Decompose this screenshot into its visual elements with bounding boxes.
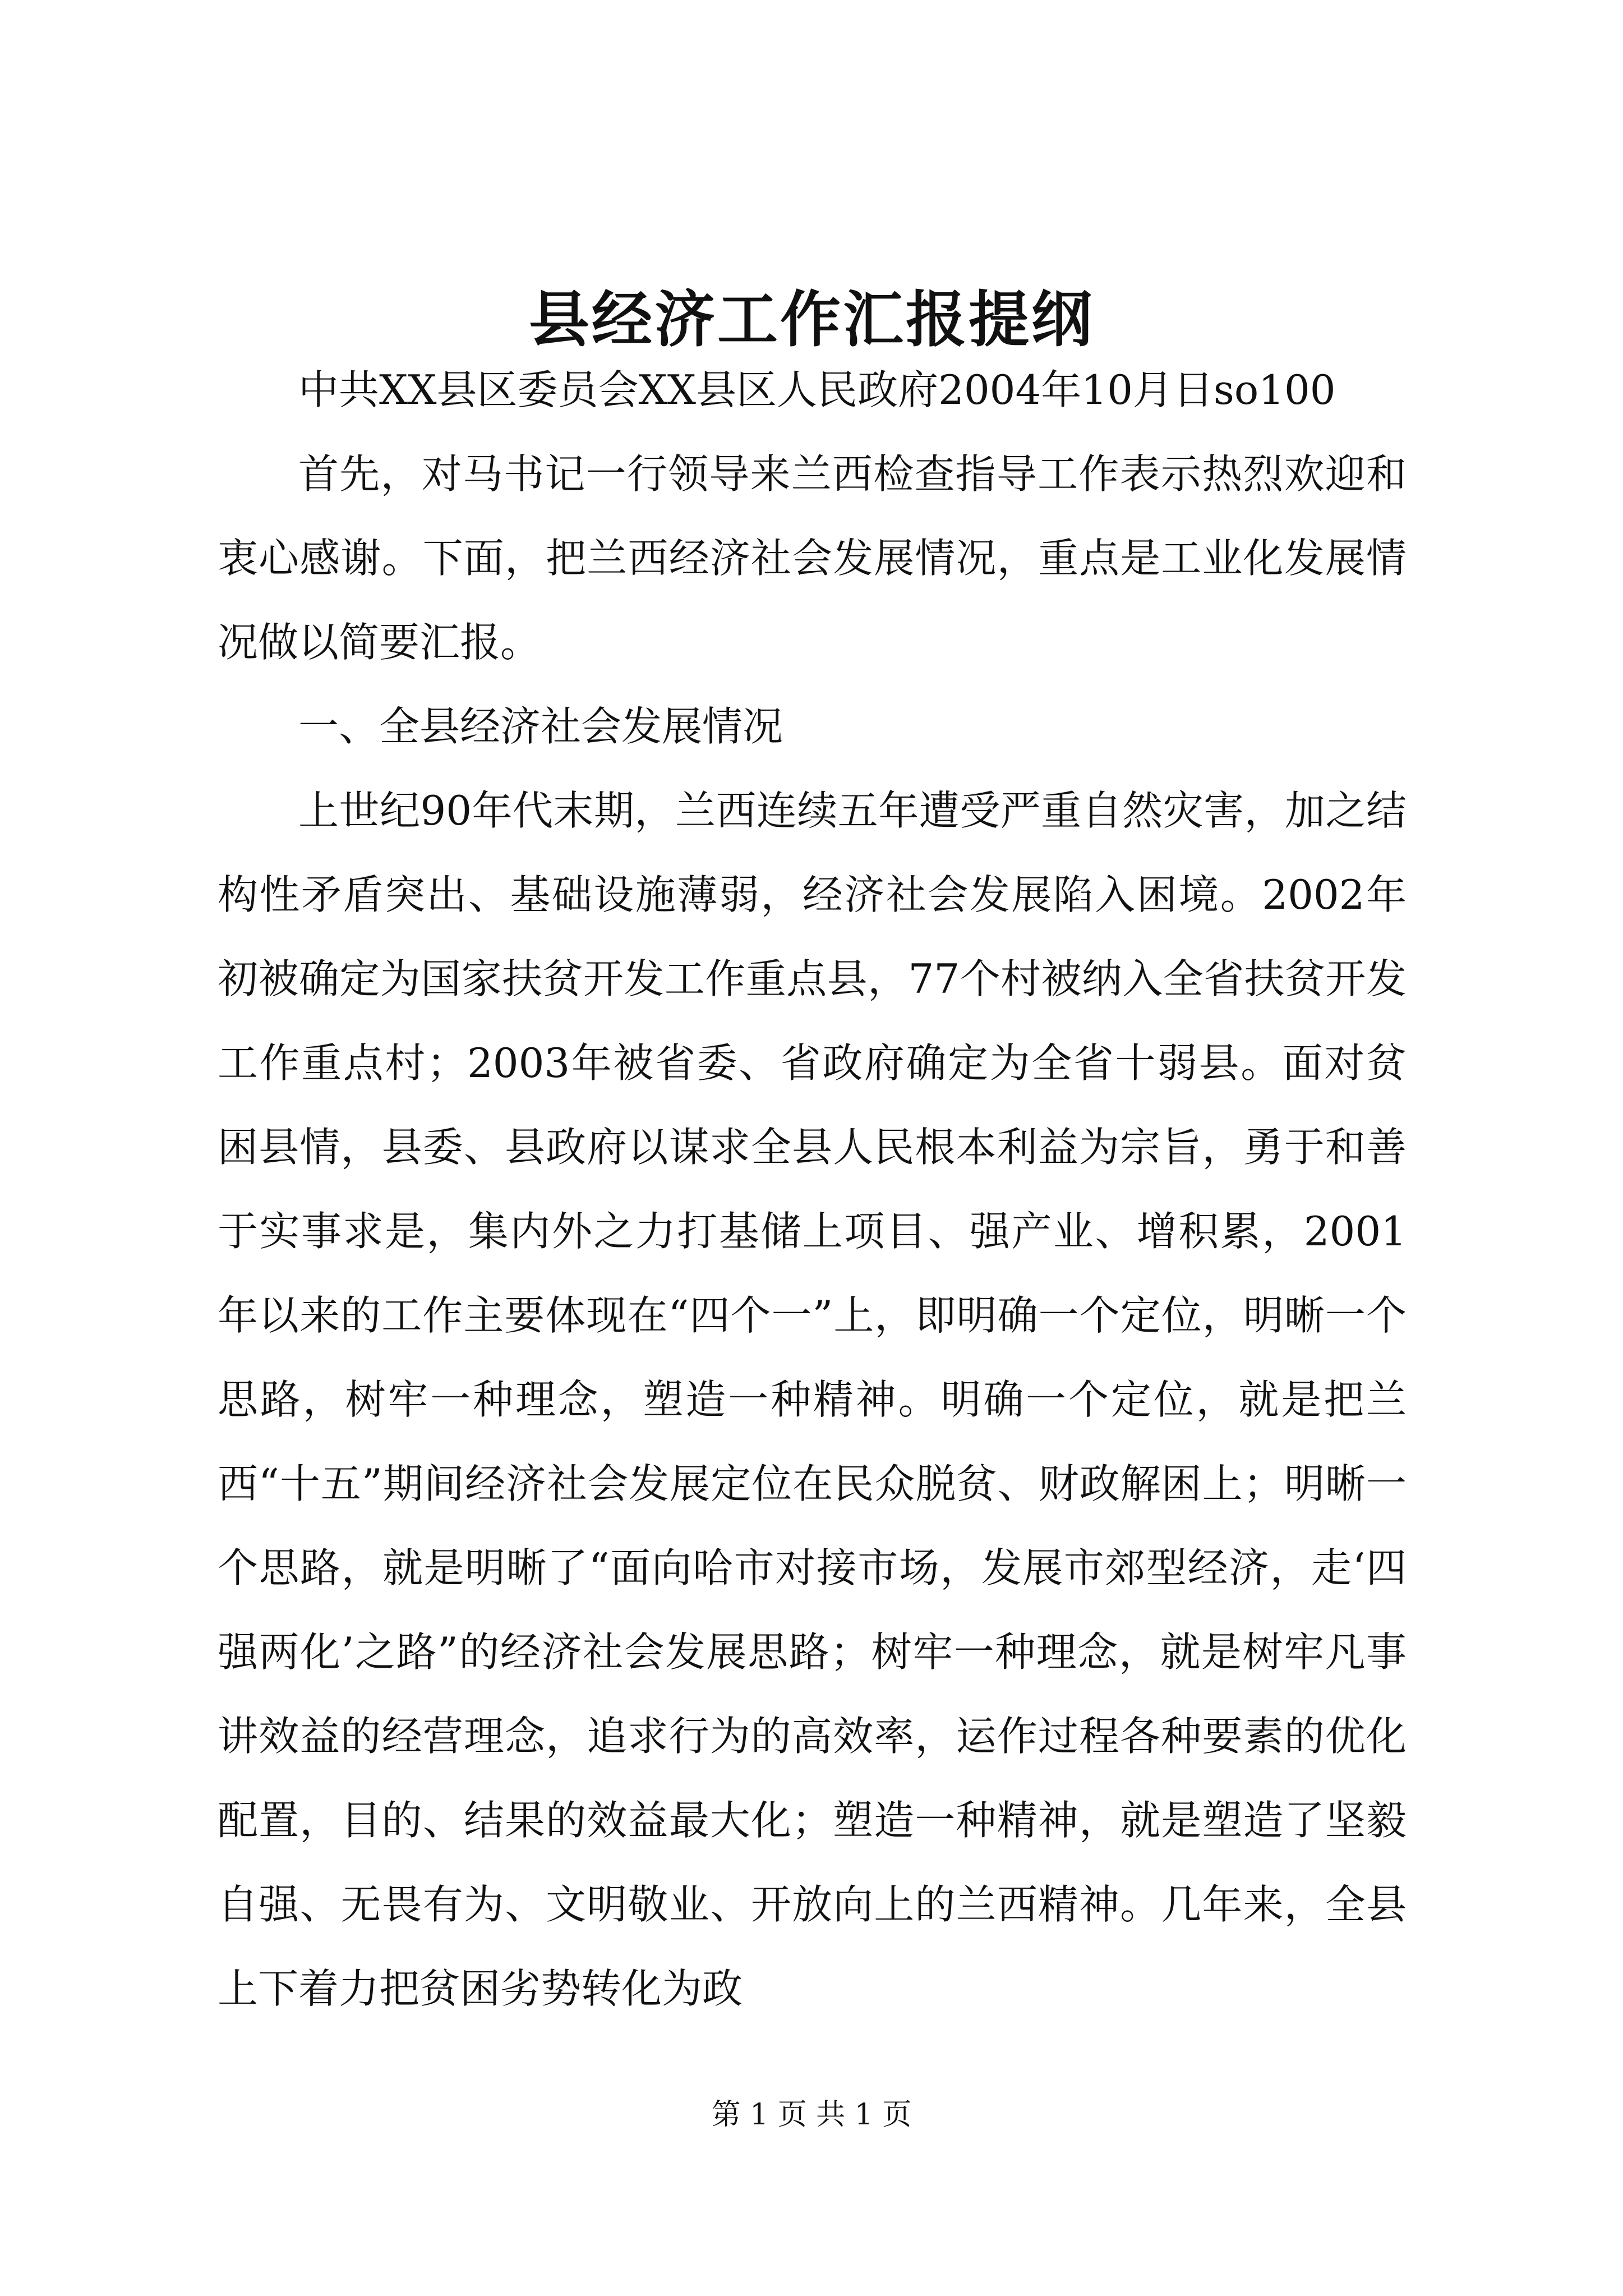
section-heading: 一、全县经济社会发展情况 (298, 703, 783, 750)
header-paragraph: 中共XX县区委员会XX县区人民政府2004年10月日so100 (298, 366, 1336, 413)
page-footer: 第 1 页 共 1 页 (711, 2098, 912, 2132)
body-paragraph: 上世纪90年代末期，兰西连续五年遭受严重自然灾害，加之结构性矛盾突出、基础设施薄弱，经济社会发展陷入困境。2002年初被确定为国家扶贫开发工作重点县，77个村被纳入全省扶贫开发工作重点村；2003年被省委、省政府确定为全省十弱县。面对贫困县情，县委、县政府以谋求全县人民根本利益为宗旨，勇于和善于实事求是，集内外之力打基储上项目、强产业、增积累，2001年以来的工作主要体现在“四个一”上，即明确一个定位，明晰一个思路，树牢一种理念，塑造一种精神。明确一个定位，就是把兰西“十五”期间经济社会发展定位在民众脱贫、财政解困上；明晰一个思路，就是明晰了“面向哈市对接市场，发展市郊型经济，走‘四强两化’之路”的经济社会发展思路；树牢一种理念，就是树牢凡事讲效益的经营理念，追求行为的高效率，运作过程各种要素的优化配置，目的、结果的效益最大化；塑造一种精神，就是塑造了坚毅自强、无畏有为、文明敬业、开放向上的兰西精神。几年来，全县上下着力把贫困劣势转化为政 (218, 787, 1407, 2012)
document-title: 县经济工作汇报提纲 (528, 284, 1094, 355)
document-body (218, 348, 1407, 2031)
intro-paragraph: 首先，对马书记一行领导来兰西检查指导工作表示热烈欢迎和衷心感谢。下面，把兰西经济社会发展情况，重点是工业化发展情况做以简要汇报。 (218, 450, 1407, 666)
